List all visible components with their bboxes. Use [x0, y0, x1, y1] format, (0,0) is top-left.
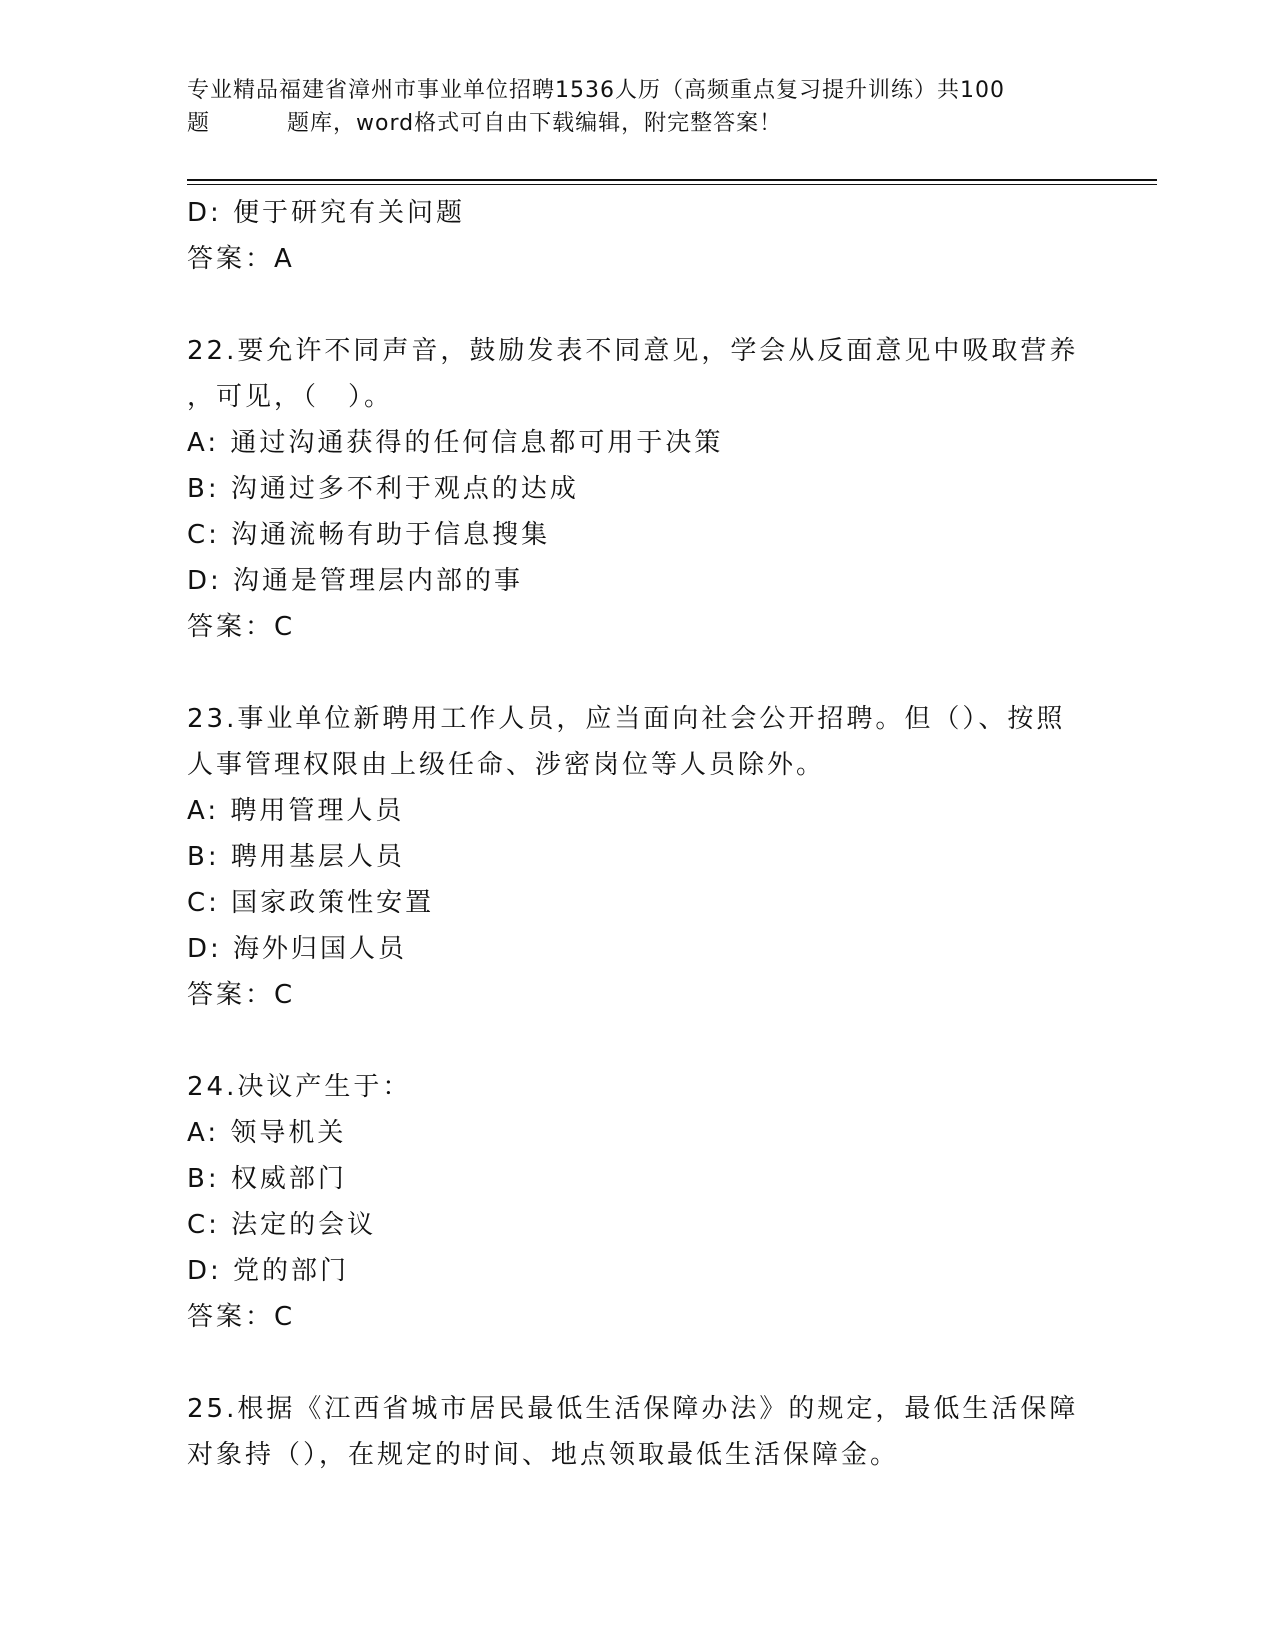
question-stem-continued: 对象持（），在规定的时间、地点领取最低生活保障金。 — [187, 1440, 900, 1470]
question-22 — [187, 328, 1087, 650]
header-line-2-lead: 题 — [187, 111, 211, 136]
option-b: B: 沟通过多不利于观点的达成 — [187, 474, 579, 504]
answer-line: 答案：C — [187, 612, 296, 642]
option-c: C: 沟通流畅有助于信息搜集 — [187, 520, 551, 550]
question-stem: 24.决议产生于： — [187, 1072, 412, 1102]
answer-line: 答案：A — [187, 244, 295, 274]
option-b: B: 聘用基层人员 — [187, 842, 405, 872]
page-header — [187, 74, 1067, 140]
spacer — [187, 1018, 1087, 1064]
answer-line: 答案：C — [187, 1302, 296, 1332]
option-d: D: 沟通是管理层内部的事 — [187, 566, 524, 596]
question-21-tail — [187, 190, 1087, 282]
header-line-1: 专业精品福建省漳州市事业单位招聘1536人历（高频重点复习提升训练）共100 — [187, 78, 1005, 103]
option-d: D: 党的部门 — [187, 1256, 350, 1286]
question-stem: 23.事业单位新聘用工作人员，应当面向社会公开招聘。但（）、按照 — [187, 704, 1066, 734]
question-stem: 25.根据《江西省城市居民最低生活保障办法》的规定，最低生活保障 — [187, 1394, 1079, 1424]
spacer — [187, 1340, 1087, 1386]
option-c: C: 法定的会议 — [187, 1210, 377, 1240]
option-a: A: 聘用管理人员 — [187, 796, 405, 826]
question-content — [187, 190, 1087, 1478]
header-divider-thin — [187, 184, 1157, 185]
spacer — [187, 650, 1087, 696]
question-25 — [187, 1386, 1087, 1478]
header-line-2 — [187, 107, 1067, 140]
question-stem-continued: ，可见，（ ）。 — [187, 382, 394, 412]
answer-line: 答案：C — [187, 980, 296, 1010]
option-d: D: 海外归国人员 — [187, 934, 408, 964]
option-c: C: 国家政策性安置 — [187, 888, 435, 918]
option-b: B: 权威部门 — [187, 1164, 347, 1194]
header-divider-thick — [187, 179, 1157, 181]
header-line-2-text: 题库，word格式可自由下载编辑，附完整答案！ — [287, 111, 783, 136]
spacer — [187, 282, 1087, 328]
option-d: D: 便于研究有关问题 — [187, 198, 466, 228]
option-a: A: 通过沟通获得的任何信息都可用于决策 — [187, 428, 724, 458]
question-stem-continued: 人事管理权限由上级任命、涉密岗位等人员除外。 — [187, 750, 826, 780]
question-24 — [187, 1064, 1087, 1340]
option-a: A: 领导机关 — [187, 1118, 347, 1148]
question-stem: 22.要允许不同声音，鼓励发表不同意见，学会从反面意见中吸取营养 — [187, 336, 1079, 366]
question-23 — [187, 696, 1087, 1018]
